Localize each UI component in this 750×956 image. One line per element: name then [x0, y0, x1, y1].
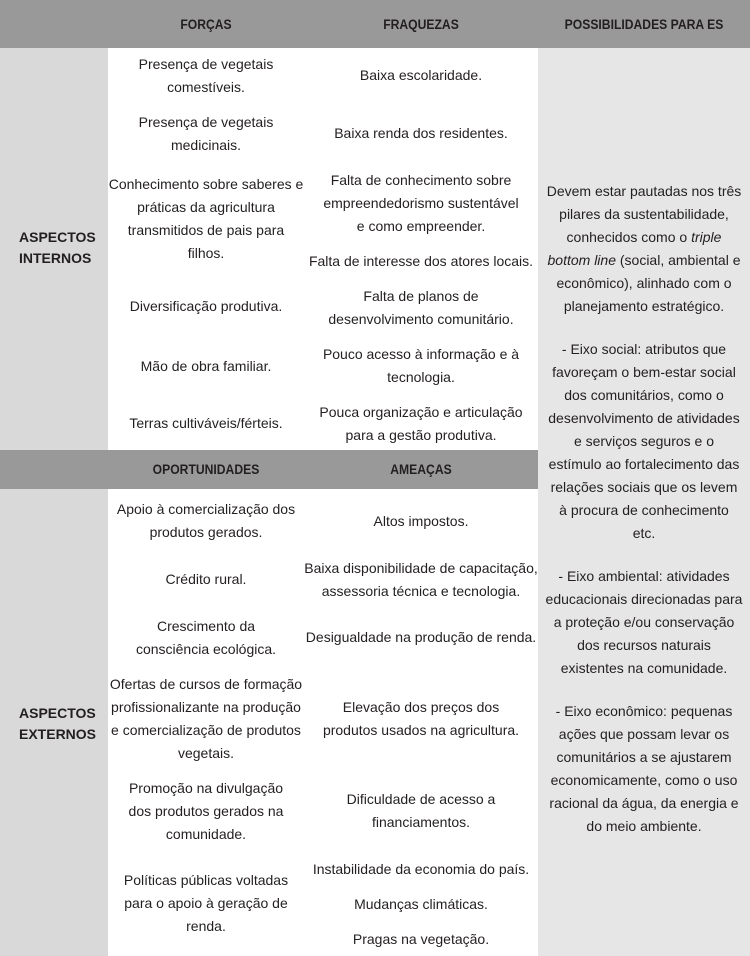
- ameaca-item: Baixa disponibilidade de capacitação, assessoria técnica e tecnologia.: [304, 560, 538, 599]
- fraqueza-item: Pouco acesso à informação e à tecnologia.: [322, 346, 520, 385]
- table-subheader-row: [0, 450, 538, 489]
- oportunidade-item: Apoio à comercialização dos produtos gerados.: [116, 501, 296, 540]
- row-label-internos: ASPECTOS INTERNOS: [19, 229, 96, 266]
- possibilidades-text: [538, 180, 750, 858]
- possibilidades-intro: Devem estar pautadas nos três pilares da sustentabilidade, conhecidos como o triple bottom line (social, ambiental e econômico), alinhado com o planejamento estratégico.: [546, 183, 742, 314]
- eixo-ambiental: - Eixo ambiental: atividades educacionais direcionadas para a proteção e/ou conservação dos recursos naturais existentes na comunidade.: [545, 568, 743, 676]
- fraqueza-item: Pouca organização e articulação para a gestão produtiva.: [319, 404, 523, 443]
- forca-item: Presença de vegetais medicinais.: [138, 114, 274, 153]
- ameaca-item: Dificuldade de acesso a financiamentos.: [346, 791, 496, 830]
- forca-item: Presença de vegetais comestíveis.: [138, 56, 274, 95]
- oportunidade-item: Crédito rural.: [165, 570, 247, 587]
- ameaca-item: Pragas na vegetação.: [352, 930, 490, 947]
- header-fraquezas: FRAQUEZAS: [383, 16, 459, 32]
- fraqueza-item: Baixa escolaridade.: [359, 66, 483, 83]
- forca-item: Mão de obra familiar.: [140, 357, 272, 374]
- ameaca-item: Elevação dos preços dos produtos usados na agricultura.: [322, 699, 520, 738]
- ameaca-item: Desigualdade na produção de renda.: [305, 628, 537, 645]
- header-possibilidades: POSSIBILIDADES PARA ES: [564, 16, 724, 32]
- row-label-column: [0, 48, 108, 956]
- oportunidade-item: Promoção na divulgação dos produtos gerados na comunidade.: [128, 779, 284, 842]
- eixo-social: - Eixo social: atributos que favoreçam o bem-estar social dos comunitários, como o desenvolvimento de atividades e serviços seguros e o estímulo ao fortalecimento das relações sociais que os levem à procura de conhecimento etc.: [548, 341, 740, 541]
- fraqueza-item: Baixa renda dos residentes.: [334, 124, 508, 141]
- ameaca-item: Mudanças climáticas.: [354, 895, 488, 912]
- fraqueza-item: Falta de planos de desenvolvimento comunitário.: [328, 288, 514, 327]
- fraqueza-item: Falta de conhecimento sobre empreendedorismo sustentável e como empreender.: [323, 171, 519, 234]
- eixo-economico: - Eixo econômico: pequenas ações que possam levar os comunitários a se ajustarem economicamente, como o uso racional da água, da energia e do meio ambiente.: [549, 703, 739, 834]
- triple-bottom-line-term: triple bottom line: [547, 229, 722, 268]
- forca-item: Terras cultiváveis/férteis.: [129, 414, 283, 431]
- row-label-externos: ASPECTOS EXTERNOS: [19, 705, 97, 742]
- oportunidade-item: Crescimento da consciência ecológica.: [135, 618, 277, 657]
- fraqueza-item: Falta de interesse dos atores locais.: [308, 252, 534, 269]
- forca-item: Conhecimento sobre saberes e práticas da agricultura transmitidos de pais para filhos.: [108, 176, 304, 261]
- header-oportunidades: OPORTUNIDADES: [152, 462, 260, 477]
- oportunidade-item: Políticas públicas voltadas para o apoio à geração de renda.: [123, 871, 289, 934]
- oportunidade-item: Ofertas de cursos de formação profissionalizante na produção e comercialização de produtos vegetais.: [109, 676, 303, 761]
- ameaca-item: Instabilidade da economia do país.: [312, 860, 530, 877]
- forca-item: Diversificação produtiva.: [129, 297, 283, 314]
- ameaca-item: Altos impostos.: [373, 512, 469, 529]
- header-forcas: FORÇAS: [180, 16, 232, 32]
- table-header-row: [0, 0, 750, 48]
- header-ameacas: AMEAÇAS: [390, 462, 452, 477]
